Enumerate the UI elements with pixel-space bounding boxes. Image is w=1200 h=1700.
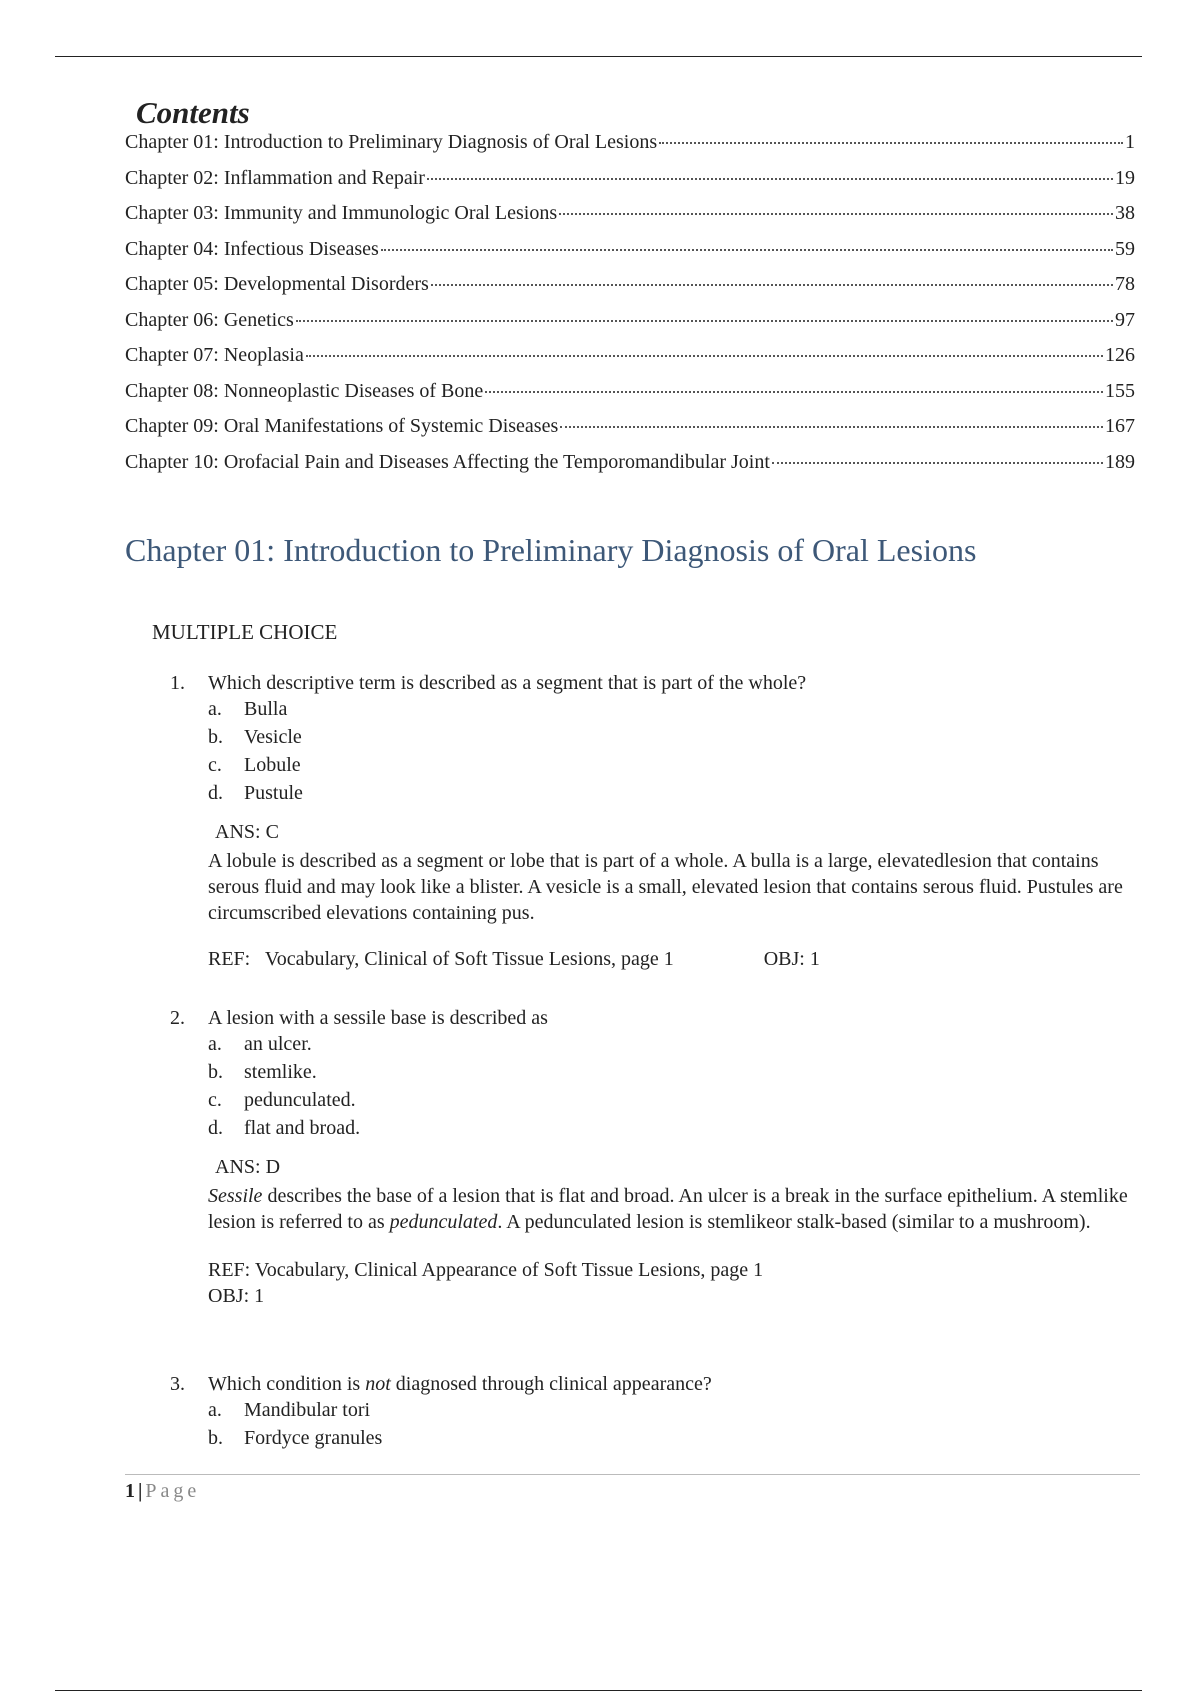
option-text: Pustule xyxy=(244,781,303,804)
option xyxy=(208,1086,1130,1114)
italic-term: Sessile xyxy=(208,1185,263,1207)
page-footer xyxy=(125,1480,200,1503)
toc-entry[interactable] xyxy=(125,270,1135,306)
table-of-contents xyxy=(125,128,1135,483)
reference: REF: Vocabulary, Clinical of Soft Tissue Lesions, page 1 xyxy=(208,948,674,970)
toc-entry[interactable] xyxy=(125,341,1135,377)
toc-entry[interactable] xyxy=(125,412,1135,448)
option-text: Mandibular tori xyxy=(244,1398,371,1421)
option-text: stemlike. xyxy=(244,1060,317,1083)
option xyxy=(208,695,1130,723)
toc-dot-leader xyxy=(560,408,1103,428)
toc-entry[interactable] xyxy=(125,377,1135,413)
toc-entry-label: Chapter 09: Oral Manifestations of Systemic Diseases xyxy=(125,415,559,437)
option-letter: a. xyxy=(208,697,222,720)
option-text: pedunculated. xyxy=(244,1088,356,1111)
option xyxy=(208,1424,1130,1452)
toc-entry-label: Chapter 05: Developmental Disorders xyxy=(125,273,429,295)
chapter-heading: Chapter 01: Introduction to Preliminary Diagnosis of Oral Lesions xyxy=(125,532,977,568)
toc-entry-label: Chapter 02: Inflammation and Repair xyxy=(125,166,425,189)
option xyxy=(208,779,1130,807)
toc-entry-page: 155 xyxy=(1105,379,1135,402)
option xyxy=(208,751,1130,779)
option-text: Bulla xyxy=(244,697,288,720)
option-text: Vesicle xyxy=(244,725,302,748)
toc-entry-page: 78 xyxy=(1115,273,1135,295)
toc-entry-page: 167 xyxy=(1105,415,1135,437)
question-number: 2. xyxy=(170,1007,185,1029)
option-text: an ulcer. xyxy=(244,1032,312,1055)
page-number: 1 xyxy=(125,1480,135,1502)
bottom-rule xyxy=(55,1690,1142,1691)
toc-dot-leader xyxy=(296,302,1113,322)
toc-entry-page: 59 xyxy=(1115,237,1135,260)
question-text-part: Which condition is xyxy=(208,1373,366,1395)
toc-dot-leader xyxy=(431,266,1113,286)
reference: REF: Vocabulary, Clinical Appearance of Soft Tissue Lesions, page 1 xyxy=(208,1259,764,1281)
toc-entry-label: Chapter 06: Genetics xyxy=(125,308,294,331)
question-text-italic: not xyxy=(365,1373,391,1395)
top-rule xyxy=(55,56,1142,57)
option-letter: b. xyxy=(208,1426,223,1449)
toc-entry-page: 97 xyxy=(1115,308,1135,331)
option-letter: d. xyxy=(208,781,223,804)
explanation-text: . A pedunculated lesion is stemlikeor stalk-based (similar to a mushroom). xyxy=(497,1211,1091,1233)
toc-entry-label: Chapter 03: Immunity and Immunologic Oral Lesions xyxy=(125,202,558,224)
option-text: Fordyce granules xyxy=(244,1426,383,1449)
toc-dot-leader xyxy=(559,195,1113,215)
toc-entry-page: 19 xyxy=(1115,166,1135,189)
toc-entry[interactable] xyxy=(125,306,1135,342)
option-letter: a. xyxy=(208,1398,222,1421)
reference-block xyxy=(208,1257,1130,1309)
question-options xyxy=(208,695,1130,807)
option xyxy=(208,1058,1130,1086)
question-1 xyxy=(170,672,1130,971)
contents-title: Contents xyxy=(136,95,250,130)
footer-rule xyxy=(125,1474,1140,1475)
toc-entry-page: 1 xyxy=(1125,131,1135,153)
question-number: 3. xyxy=(170,1373,185,1395)
question-stem xyxy=(170,672,1130,695)
objective: OBJ: 1 xyxy=(208,1285,265,1307)
toc-dot-leader xyxy=(772,444,1103,464)
option-letter: a. xyxy=(208,1032,222,1055)
explanation-text: describes the base of a lesion that is flat and broad. An ulcer is a break in the surface epithelium. A stemlike lesion is referred to as xyxy=(208,1185,1128,1233)
question-text: Which descriptive term is described as a segment that is part of the whole? xyxy=(208,672,807,694)
toc-entry-label: Chapter 01: Introduction to Preliminary Diagnosis of Oral Lesions xyxy=(125,131,658,153)
question-options xyxy=(208,1396,1130,1452)
toc-dot-leader xyxy=(427,160,1113,180)
question-options xyxy=(208,1030,1130,1142)
question-text: A lesion with a sessile base is described as xyxy=(208,1007,548,1029)
toc-dot-leader xyxy=(381,231,1113,251)
toc-dot-leader xyxy=(659,124,1123,144)
toc-entry-label: Chapter 07: Neoplasia xyxy=(125,344,304,366)
toc-entry-page: 38 xyxy=(1115,202,1135,224)
toc-entry-page: 126 xyxy=(1105,344,1135,366)
answer: ANS: C xyxy=(215,821,279,843)
option xyxy=(208,723,1130,751)
footer-separator: | xyxy=(138,1480,143,1502)
answer-explanation xyxy=(208,1183,1130,1235)
toc-dot-leader xyxy=(306,337,1103,357)
toc-entry[interactable] xyxy=(125,448,1135,484)
question-stem xyxy=(170,1007,1130,1030)
reference-line xyxy=(208,948,1130,971)
objective: OBJ: 1 xyxy=(763,948,820,970)
toc-entry-label: Chapter 04: Infectious Diseases xyxy=(125,237,379,260)
question-2 xyxy=(170,1007,1130,1309)
option xyxy=(208,1396,1130,1424)
option-text: Lobule xyxy=(244,753,301,776)
toc-entry[interactable] xyxy=(125,164,1135,200)
answer: ANS: D xyxy=(215,1156,281,1178)
toc-dot-leader xyxy=(485,373,1103,393)
question-3 xyxy=(170,1373,1130,1452)
option xyxy=(208,1114,1130,1142)
toc-entry[interactable] xyxy=(125,235,1135,271)
question-text xyxy=(208,1373,712,1396)
answer-explanation: A lobule is described as a segment or lobe that is part of a whole. A bulla is a large, elevatedlesion that contains serous fluid and may look like a blister. A vesicle is a small, elevated lesion that contains serous fluid. Pustules are circumscribed elevations containing pus. xyxy=(208,850,1123,924)
italic-term: pedunculated xyxy=(389,1211,498,1233)
toc-entry[interactable] xyxy=(125,199,1135,235)
option-letter: d. xyxy=(208,1116,223,1139)
option-text: flat and broad. xyxy=(244,1116,361,1139)
toc-entry-page: 189 xyxy=(1105,450,1135,473)
option-letter: b. xyxy=(208,725,223,748)
toc-entry-label: Chapter 10: Orofacial Pain and Diseases Affecting the Temporomandibular Joint xyxy=(125,450,770,473)
question-number: 1. xyxy=(170,672,185,694)
section-heading: MULTIPLE CHOICE xyxy=(152,620,338,644)
option-letter: c. xyxy=(208,753,222,776)
page-word: Page xyxy=(145,1480,201,1502)
option xyxy=(208,1030,1130,1058)
option-letter: b. xyxy=(208,1060,223,1083)
toc-entry-label: Chapter 08: Nonneoplastic Diseases of Bone xyxy=(125,379,484,402)
question-text-part: diagnosed through clinical appearance? xyxy=(390,1373,712,1395)
question-stem xyxy=(170,1373,1130,1396)
option-letter: c. xyxy=(208,1088,222,1111)
toc-entry[interactable] xyxy=(125,128,1135,164)
